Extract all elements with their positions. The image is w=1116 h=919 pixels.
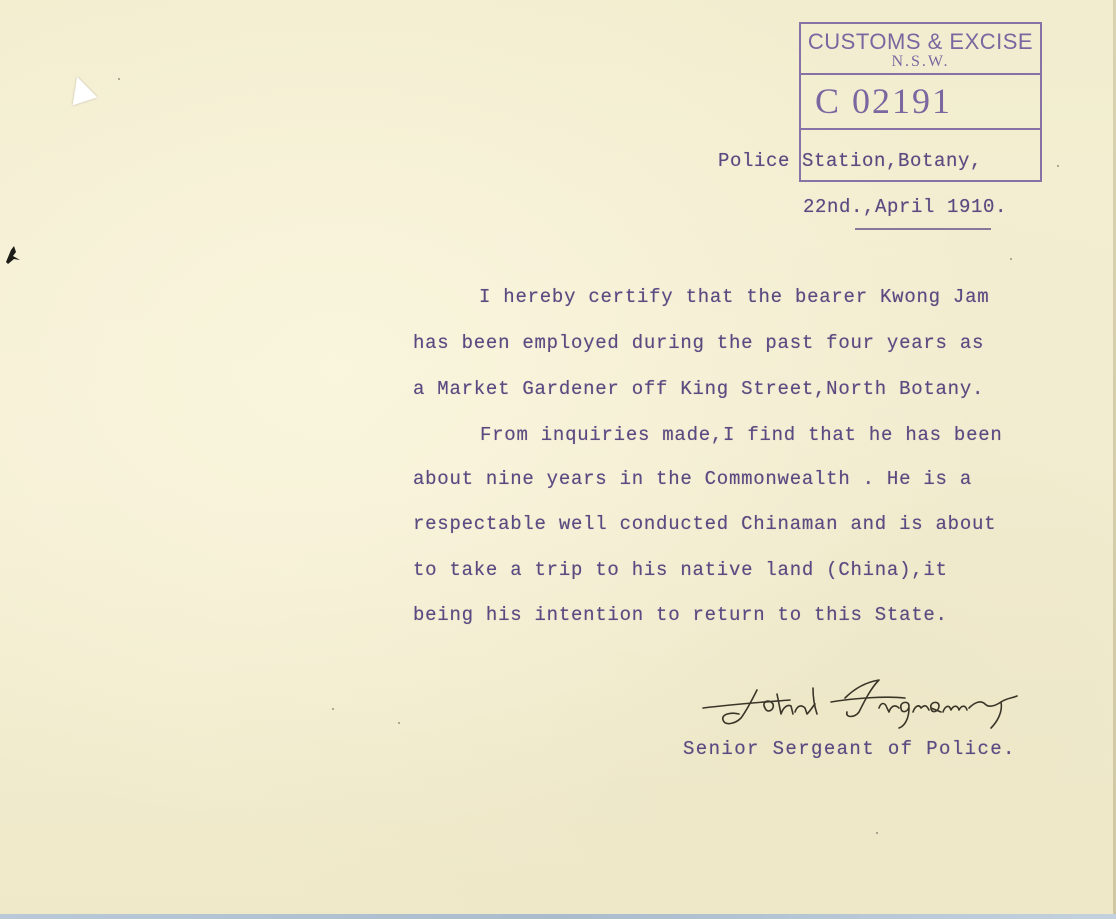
letterhead-address: Police Station,Botany, [718, 150, 983, 172]
paper-speck [1057, 165, 1059, 167]
letterhead-date: 22nd.,April 1910. [803, 196, 1008, 218]
paper-speck [876, 832, 878, 834]
body-line: I hereby certify that the bearer Kwong Jam [479, 286, 990, 308]
stamp-number-box [801, 75, 1040, 130]
paper-speck [332, 708, 334, 710]
handwritten-signature [695, 668, 1040, 734]
paper-speck [118, 78, 120, 80]
paper-speck [398, 722, 400, 724]
paper-speck [1010, 258, 1012, 260]
body-line: a Market Gardener off King Street,North Botany. [413, 378, 985, 400]
ink-blot-mark [2, 240, 24, 268]
date-underline [855, 228, 991, 230]
body-line: about nine years in the Commonwealth . He is a [413, 468, 972, 490]
stamp-number: C 02191 [815, 81, 953, 121]
stamp-header [801, 24, 1040, 75]
stamp-region: N.S.W. [891, 53, 950, 70]
body-line: being his intention to return to this State. [413, 604, 948, 626]
body-line: to take a trip to his native land (China),it [413, 559, 948, 581]
signatory-title: Senior Sergeant of Police. [683, 738, 1016, 760]
body-line: has been employed during the past four years as [413, 332, 985, 354]
body-line: From inquiries made,I find that he has been [480, 424, 1003, 446]
stamp-title: CUSTOMS & EXCISE [807, 29, 1034, 54]
body-line: respectable well conducted Chinaman and is about [413, 513, 997, 535]
paper-tear-mark [65, 73, 98, 106]
page-bottom-edge [0, 914, 1116, 919]
